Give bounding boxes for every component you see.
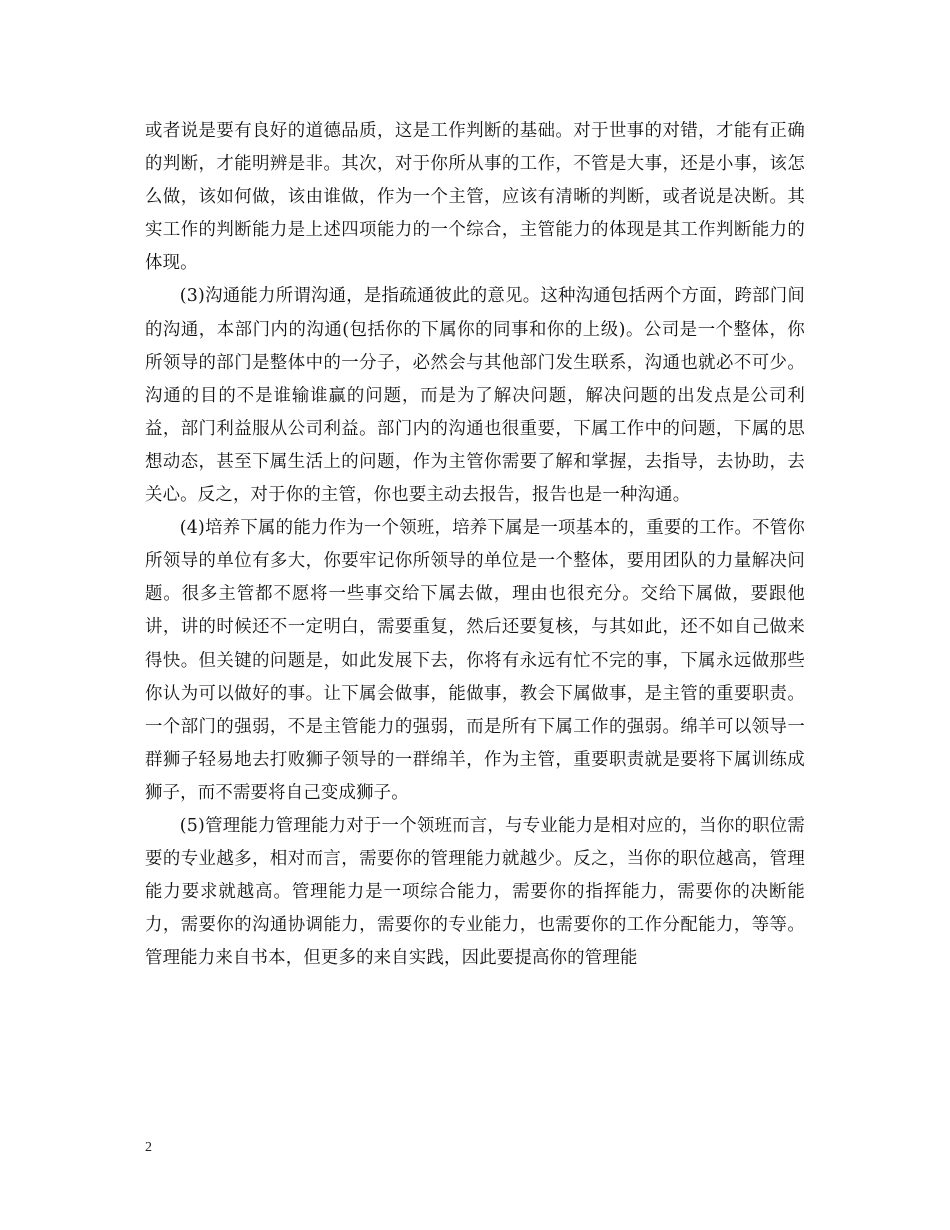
paragraph-training-subordinates: (4)培养下属的能力作为一个领班，培养下属是一项基本的，重要的工作。不管你所领导的单位有多大，你要牢记你所领导的单位是一个整体，要用团队的力量解决问题。很多主管都不愿将一些事交给下属去做，理由也很充分。交给下属做，要跟他讲，讲的时候还不一定明白，需要重复，然后还要复核，与其如此，还不如自己做来得快。但关键的问题是，如此发展下去，你将有永远有忙不完的事，下属永远做那些你认为可以做好的事。让下属会做事，能做事，教会下属做事，是主管的重要职责。一个部门的强弱，不是主管能力的强弱，而是所有下属工作的强弱。绵羊可以领导一群狮子轻易地去打败狮子领导的一群绵羊，作为主管，重要职责就是要将下属训练成狮子，而不需要将自己变成狮子。	[145, 518, 805, 803]
document-body	[145, 115, 805, 975]
page-number: 2	[145, 1140, 152, 1155]
paragraph-judgment-continued: 或者说是要有良好的道德品质，这是工作判断的基础。对于世事的对错，才能有正确的判断，才能明辨是非。其次，对于你所从事的工作，不管是大事，还是小事，该怎么做，该如何做，该由谁做，作为一个主管，应该有清晰的判断，或者说是决断。其实工作的判断能力是上述四项能力的一个综合，主管能力的体现是其工作判断能力的体现。	[145, 121, 805, 274]
paragraph-communication: (3)沟通能力所谓沟通，是指疏通彼此的意见。这种沟通包括两个方面，跨部门间的沟通，本部门内的沟通(包括你的下属你的同事和你的上级)。公司是一个整体，你所领导的部门是整体中的一分子，必然会与其他部门发生联系，沟通也就必不可少。沟通的目的不是谁输谁赢的问题，而是为了解决问题，解决问题的出发点是公司利益，部门利益服从公司利益。部门内的沟通也很重要，下属工作中的问题，下属的思想动态，甚至下属生活上的问题，作为主管你需要了解和掌握，去指导，去协助，去关心。反之，对于你的主管，你也要主动去报告，报告也是一种沟通。	[145, 286, 805, 506]
paragraph-management: (5)管理能力管理能力对于一个领班而言，与专业能力是相对应的，当你的职位需要的专业越多，相对而言，需要你的管理能力就越少。反之，当你的职位越高，管理能力要求就越高。管理能力是一项综合能力，需要你的指挥能力，需要你的决断能力，需要你的沟通协调能力，需要你的专业能力，也需要你的工作分配能力，等等。管理能力来自书本，但更多的来自实践，因此要提高你的管理能	[145, 815, 805, 969]
